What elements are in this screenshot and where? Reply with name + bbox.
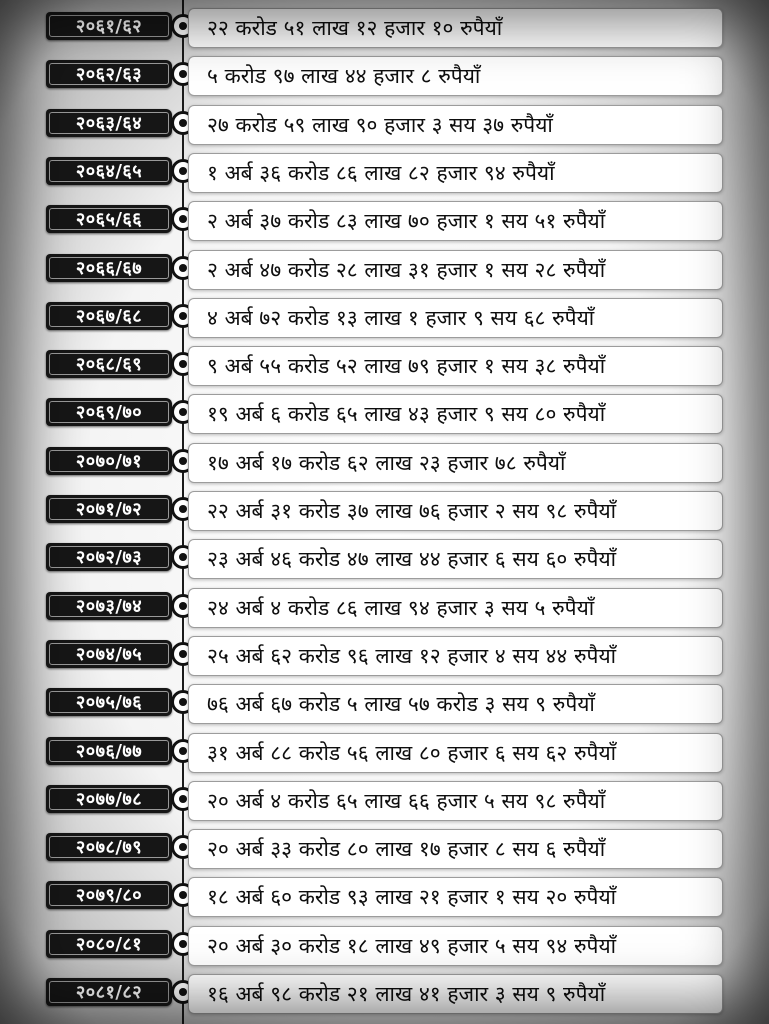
amount-text: २४ अर्ब ४ करोड ८६ लाख ९४ हजार ३ सय ५ रुपैयाँ xyxy=(188,588,723,628)
year-label: २०६६/६७ xyxy=(49,257,169,279)
timeline-row xyxy=(0,4,769,48)
year-label: २०६२/६३ xyxy=(49,63,169,85)
year-label: २०६३/६४ xyxy=(49,112,169,134)
amount-text: ४ अर्ब ७२ करोड १३ लाख १ हजार ९ सय ६८ रुपैयाँ xyxy=(188,298,723,338)
timeline-row xyxy=(0,729,769,773)
amount-text: १७ अर्ब १७ करोड ६२ लाख २३ हजार ७८ रुपैयाँ xyxy=(188,443,723,483)
amount-text: २० अर्ब ३३ करोड ८० लाख १७ हजार ८ सय ६ रुपैयाँ xyxy=(188,829,723,869)
year-label: २०७७/७८ xyxy=(49,788,169,810)
amount-text: २२ अर्ब ३१ करोड ३७ लाख ७६ हजार २ सय ९८ रुपैयाँ xyxy=(188,491,723,531)
year-badge xyxy=(46,978,172,1006)
year-badge xyxy=(46,60,172,88)
timeline-row xyxy=(0,632,769,676)
year-label: २०७३/७४ xyxy=(49,595,169,617)
year-label: २०६१/६२ xyxy=(49,15,169,37)
timeline-row xyxy=(0,825,769,869)
amount-text: ७६ अर्ब ६७ करोड ५ लाख ५७ करोड ३ सय ९ रुपैयाँ xyxy=(188,684,723,724)
timeline-row xyxy=(0,970,769,1014)
timeline-row xyxy=(0,487,769,531)
amount-text: ३१ अर्ब ८८ करोड ५६ लाख ८० हजार ६ सय ६२ रुपैयाँ xyxy=(188,733,723,773)
year-label: २०७९/८० xyxy=(49,884,169,906)
timeline-row xyxy=(0,101,769,145)
year-badge xyxy=(46,350,172,378)
amount-text: २५ अर्ब ६२ करोड ९६ लाख १२ हजार ४ सय ४४ रुपैयाँ xyxy=(188,636,723,676)
year-badge xyxy=(46,785,172,813)
year-badge xyxy=(46,109,172,137)
year-label: २०७५/७६ xyxy=(49,691,169,713)
year-badge xyxy=(46,398,172,426)
amount-text: २७ करोड ५९ लाख ९० हजार ३ सय ३७ रुपैयाँ xyxy=(188,105,723,145)
year-badge xyxy=(46,12,172,40)
year-badge xyxy=(46,592,172,620)
amount-text: १८ अर्ब ६० करोड ९३ लाख २१ हजार १ सय २० रुपैयाँ xyxy=(188,877,723,917)
year-label: २०८१/८२ xyxy=(49,981,169,1003)
timeline-row xyxy=(0,777,769,821)
year-label: २०६९/७० xyxy=(49,401,169,423)
year-badge xyxy=(46,930,172,958)
timeline-row xyxy=(0,922,769,966)
timeline-row xyxy=(0,439,769,483)
timeline-row xyxy=(0,342,769,386)
year-label: २०७२/७३ xyxy=(49,546,169,568)
amount-text: ५ करोड ९७ लाख ४४ हजार ८ रुपैयाँ xyxy=(188,56,723,96)
timeline-row xyxy=(0,680,769,724)
year-label: २०७४/७५ xyxy=(49,643,169,665)
timeline-row xyxy=(0,535,769,579)
year-badge xyxy=(46,688,172,716)
amount-text: २ अर्ब ३७ करोड ८३ लाख ७० हजार १ सय ५१ रुपैयाँ xyxy=(188,201,723,241)
year-badge xyxy=(46,833,172,861)
year-badge xyxy=(46,157,172,185)
year-badge xyxy=(46,495,172,523)
timeline-row xyxy=(0,197,769,241)
timeline-row xyxy=(0,294,769,338)
amount-text: २२ करोड ५१ लाख १२ हजार १० रुपैयाँ xyxy=(188,8,723,48)
year-label: २०६४/६५ xyxy=(49,160,169,182)
timeline-row xyxy=(0,246,769,290)
year-label: २०६८/६९ xyxy=(49,353,169,375)
year-badge xyxy=(46,254,172,282)
year-label: २०७१/७२ xyxy=(49,498,169,520)
year-label: २०७६/७७ xyxy=(49,740,169,762)
amount-text: २० अर्ब ४ करोड ६५ लाख ६६ हजार ५ सय ९८ रुपैयाँ xyxy=(188,781,723,821)
year-label: २०७०/७१ xyxy=(49,450,169,472)
year-label: २०६५/६६ xyxy=(49,208,169,230)
year-badge xyxy=(46,302,172,330)
year-label: २०७८/७९ xyxy=(49,836,169,858)
timeline-row xyxy=(0,873,769,917)
year-badge xyxy=(46,205,172,233)
year-badge xyxy=(46,543,172,571)
year-badge xyxy=(46,881,172,909)
amount-text: २ अर्ब ४७ करोड २८ लाख ३१ हजार १ सय २८ रुपैयाँ xyxy=(188,250,723,290)
amount-text: १९ अर्ब ६ करोड ६५ लाख ४३ हजार ९ सय ८० रुपैयाँ xyxy=(188,394,723,434)
amount-text: २० अर्ब ३० करोड १८ लाख ४९ हजार ५ सय ९४ रुपैयाँ xyxy=(188,926,723,966)
amount-text: २३ अर्ब ४६ करोड ४७ लाख ४४ हजार ६ सय ६० रुपैयाँ xyxy=(188,539,723,579)
year-label: २०८०/८१ xyxy=(49,933,169,955)
amount-text: १ अर्ब ३६ करोड ८६ लाख ८२ हजार ९४ रुपैयाँ xyxy=(188,153,723,193)
timeline-row xyxy=(0,390,769,434)
year-badge xyxy=(46,737,172,765)
amount-text: ९ अर्ब ५५ करोड ५२ लाख ७९ हजार १ सय ३८ रुपैयाँ xyxy=(188,346,723,386)
year-badge xyxy=(46,447,172,475)
timeline-row xyxy=(0,584,769,628)
timeline-row xyxy=(0,52,769,96)
amount-text: १६ अर्ब ९८ करोड २१ लाख ४१ हजार ३ सय ९ रुपैयाँ xyxy=(188,974,723,1014)
year-label: २०६७/६८ xyxy=(49,305,169,327)
year-badge xyxy=(46,640,172,668)
timeline-row xyxy=(0,149,769,193)
